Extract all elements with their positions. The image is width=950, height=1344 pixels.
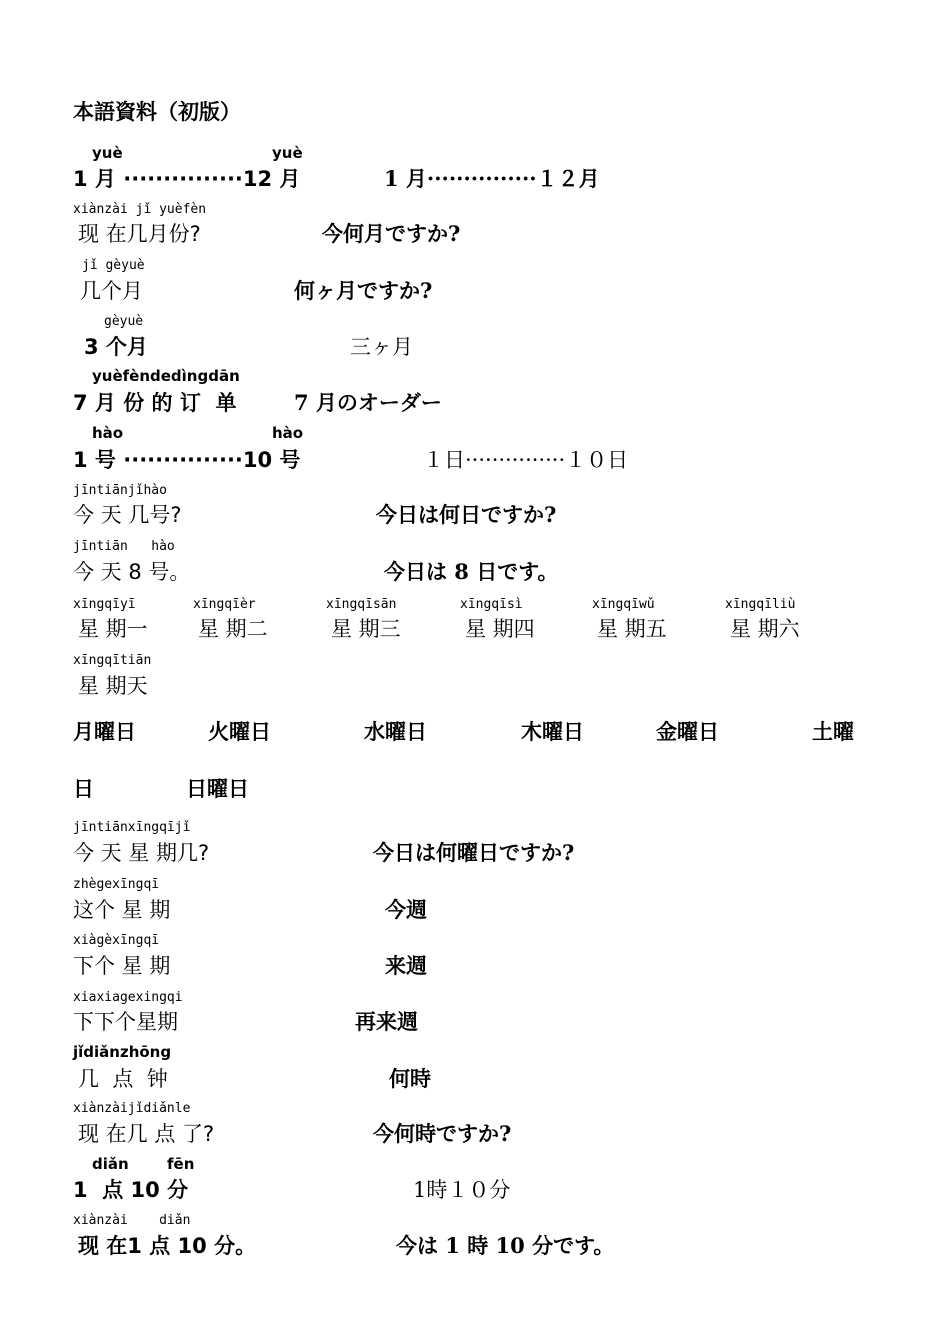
pinyin-next-week: xiàgèxīngqī — [73, 933, 160, 948]
what-weekday-zh: 今 天 星 期几? — [73, 841, 210, 865]
pinyin-week-after-next: xiaxiagexingqi — [73, 990, 183, 1005]
tuesday-zh: 星 期二 — [198, 617, 268, 641]
jp-sunday: 日曜日 — [186, 776, 249, 801]
which-month-zh: 现 在几月份? — [78, 222, 201, 246]
pinyin-yue-2: yuè — [272, 144, 303, 162]
pinyin-this-week: zhègexīngqī — [73, 877, 160, 892]
jp-tuesday: 火曜日 — [208, 719, 271, 744]
one-ten-zh: 1 点 10 分 — [73, 1178, 189, 1202]
july-order-zh: 7 月 份 的 订 单 — [73, 391, 237, 415]
next-week-jp: 来週 — [385, 953, 427, 978]
now-one-ten-zh: 现 在1 点 10 分。 — [78, 1234, 257, 1258]
day-range-zh: 1 号 ···············10 号 — [73, 448, 301, 472]
pinyin-saturday: xīngqīliù — [725, 597, 796, 612]
this-week-jp: 今週 — [385, 897, 427, 922]
pinyin-yue-1: yuè — [92, 144, 123, 162]
pinyin-monday: xīngqīyī — [73, 597, 136, 612]
thursday-zh: 星 期四 — [465, 617, 535, 641]
month-range-jp: 1 月···············１２月 — [384, 166, 600, 191]
pinyin-how-many-months: jǐ gèyuè — [82, 258, 145, 273]
three-months-jp: 三ヶ月 — [350, 335, 413, 359]
pinyin-fen: fēn — [167, 1155, 195, 1173]
pinyin-what-time-now: xiànzàijǐdiǎnle — [73, 1101, 191, 1116]
jp-saturday-part: 土曜 — [812, 719, 854, 744]
what-time-zh: 几 点 钟 — [78, 1067, 168, 1091]
page-title: 本語資料（初版） — [73, 99, 241, 124]
now-one-ten-jp: 今は 1 時 10 分です。 — [396, 1233, 615, 1258]
week-after-next-zh: 下下个星期 — [73, 1010, 178, 1034]
july-order-jp: 7 月のオーダー — [294, 390, 442, 415]
pinyin-hao-2: hào — [272, 424, 304, 442]
today-8th-jp: 今日は 8 日です。 — [384, 559, 559, 584]
this-week-zh: 这个 星 期 — [73, 898, 171, 922]
three-months-zh: 3 个月 — [84, 335, 148, 359]
what-time-now-zh: 现 在几 点 了? — [78, 1122, 215, 1146]
pinyin-sunday: xīngqītiān — [73, 653, 152, 668]
which-month-jp: 今何月ですか? — [322, 221, 461, 246]
pinyin-friday: xīngqīwǔ — [592, 597, 655, 612]
day-range-jp: １日···············１０日 — [423, 448, 629, 472]
friday-zh: 星 期五 — [597, 617, 667, 641]
pinyin-thursday: xīngqīsì — [460, 597, 523, 612]
sunday-zh: 星 期天 — [78, 674, 148, 698]
how-many-months-jp: 何ヶ月ですか? — [294, 278, 433, 303]
wednesday-zh: 星 期三 — [331, 617, 401, 641]
pinyin-today-8th: jīntiān hào — [73, 539, 175, 554]
jp-monday: 月曜日 — [73, 719, 136, 744]
today-8th-zh: 今 天 8 号。 — [73, 560, 191, 584]
month-range-zh: 1 月 ···············12 月 — [73, 167, 301, 191]
next-week-zh: 下个 星 期 — [73, 954, 171, 978]
week-after-next-jp: 再来週 — [355, 1009, 418, 1034]
saturday-zh: 星 期六 — [730, 617, 800, 641]
pinyin-what-day: jīntiānjǐhào — [73, 483, 167, 498]
jp-wednesday: 水曜日 — [364, 719, 427, 744]
pinyin-what-weekday: jīntiānxīngqījǐ — [73, 820, 191, 835]
pinyin-which-month: xiànzài jǐ yuèfèn — [73, 202, 207, 217]
what-day-jp: 今日は何日ですか? — [376, 502, 557, 527]
what-time-now-jp: 今何時ですか? — [373, 1121, 512, 1146]
pinyin-hao-1: hào — [92, 424, 124, 442]
pinyin-what-time: jǐdiǎnzhōng — [73, 1043, 172, 1061]
one-ten-jp: 1時１０分 — [413, 1178, 511, 1202]
pinyin-wednesday: xīngqīsān — [326, 597, 397, 612]
jp-saturday-rest: 日 — [73, 776, 94, 801]
pinyin-tuesday: xīngqīèr — [193, 597, 256, 612]
what-weekday-jp: 今日は何曜日ですか? — [373, 840, 575, 865]
what-time-jp: 何時 — [389, 1066, 431, 1091]
jp-friday: 金曜日 — [656, 719, 719, 744]
what-day-zh: 今 天 几号? — [73, 503, 182, 527]
monday-zh: 星 期一 — [78, 617, 148, 641]
pinyin-dian: diǎn — [92, 1155, 129, 1173]
jp-thursday: 木曜日 — [521, 719, 584, 744]
pinyin-july-order: yuèfèndedìngdān — [92, 367, 240, 385]
pinyin-three-months: gèyuè — [104, 314, 144, 329]
how-many-months-zh: 几个月 — [80, 279, 143, 303]
pinyin-now-one-ten: xiànzài diǎn — [73, 1213, 191, 1228]
